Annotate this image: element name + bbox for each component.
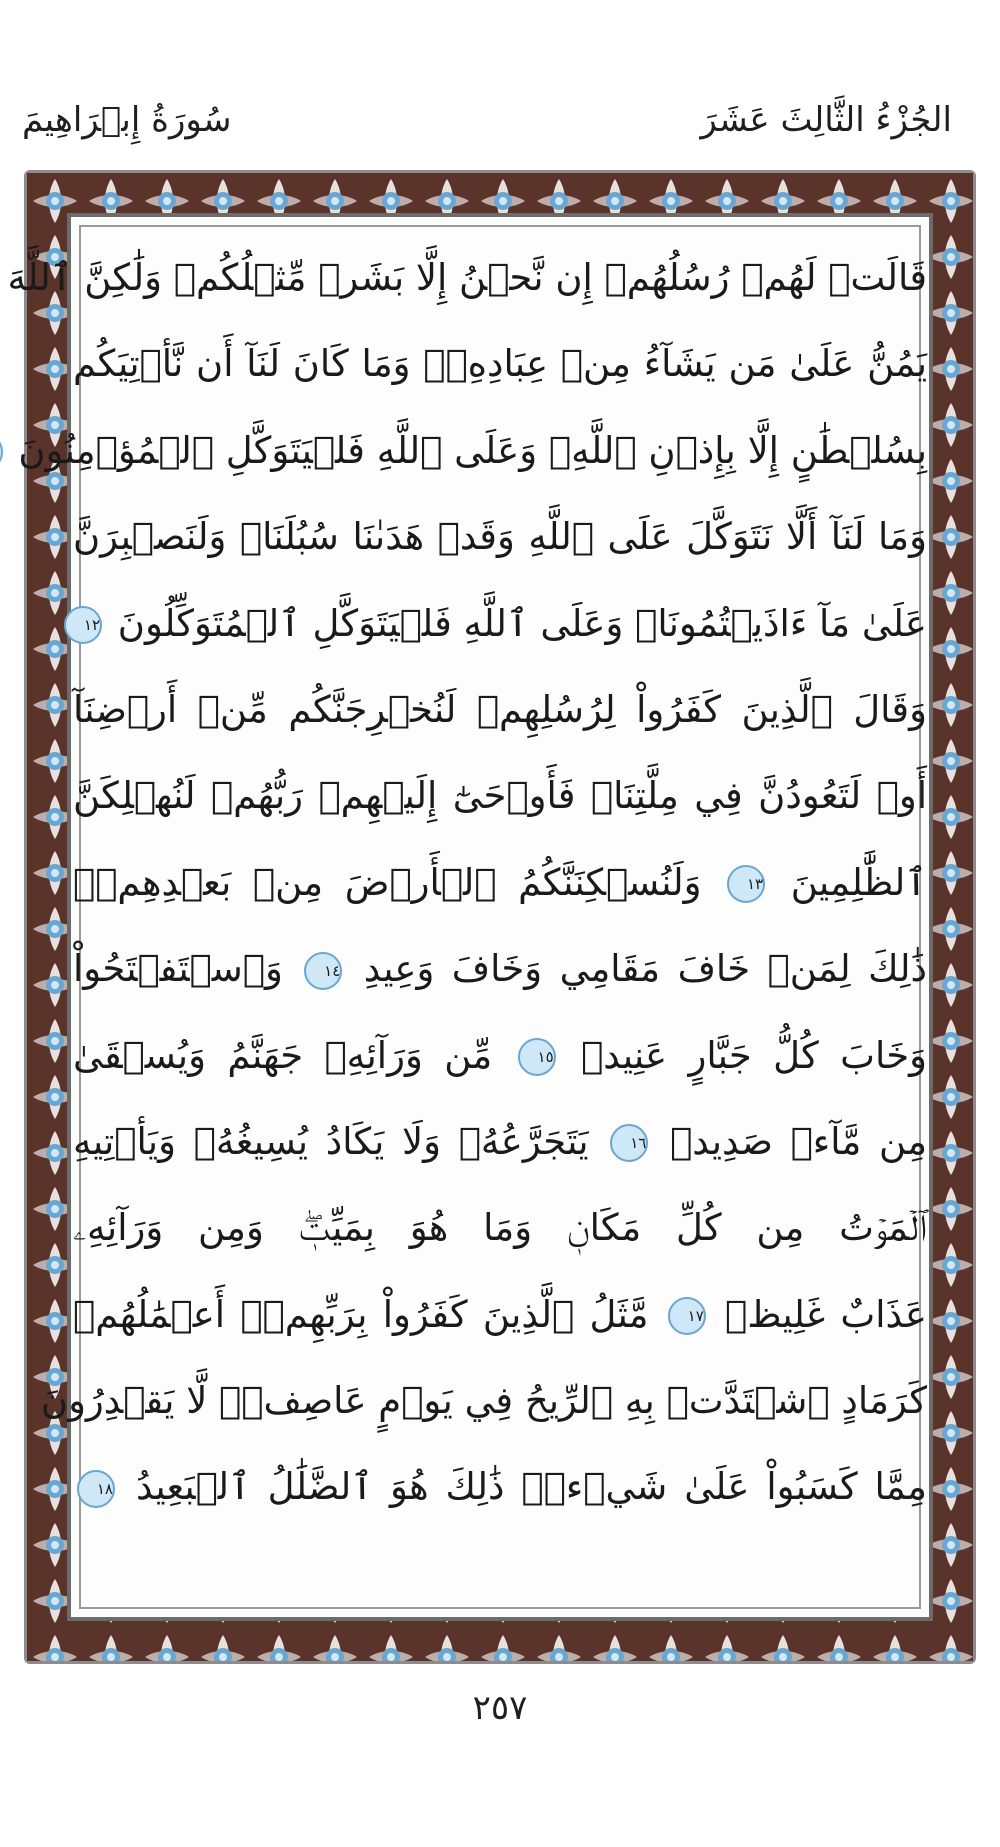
text-line (73, 1013, 927, 1099)
text-line (73, 753, 927, 839)
ayah-number-marker (0, 433, 3, 471)
ayah-number-marker: ١٨ (77, 1470, 115, 1508)
ornamental-frame (7, 170, 976, 1664)
text-line (73, 1444, 927, 1530)
text-line (73, 1099, 927, 1185)
ayah-number-marker: ١٧ (668, 1297, 706, 1335)
text-line (73, 840, 927, 926)
ayah-text: مِن مَّآءٖ صَدِيدٖ (670, 1119, 928, 1163)
ayah-number-marker: ١٢ (64, 606, 102, 644)
text-line (73, 581, 927, 667)
text-line (73, 1272, 927, 1358)
ayah-text: عَذَابٌ غَلِيظٞ (725, 1292, 927, 1336)
text-line (73, 926, 927, 1012)
ayah-text: وَٱسۡتَفۡتَحُواْ (73, 947, 283, 991)
text-line (7, 235, 927, 321)
juz-title: الجُزْءُ الثَّالِثَ عَشَرَ (700, 100, 952, 140)
ayah-number-marker: ١٥ (518, 1038, 556, 1076)
ayah-text: ذَٰلِكَ لِمَنۡ خَافَ مَقَامِي وَخَافَ وَعِيدِ (363, 947, 928, 991)
ayah-text: مِمَّا كَسَبُواْ عَلَىٰ شَيۡءٖۚ ذَٰلِكَ هُوَ ٱلضَّلَٰلُ ٱلۡبَعِيدُ (135, 1465, 927, 1509)
quran-text (7, 235, 928, 1531)
ayah-text: يَمُنُّ عَلَىٰ مَن يَشَآءُ مِنۡ عِبَادِهِۦۖ وَمَا كَانَ لَنَآ أَن نَّأۡتِيَكُم (73, 342, 927, 386)
ayah-number-marker: ١٣ (727, 865, 765, 903)
text-line (73, 667, 927, 753)
ayah-number-marker: ١٦ (610, 1124, 648, 1162)
ayah-text: أَوۡ لَتَعُودُنَّ فِي مِلَّتِنَاۖ فَأَوۡحَىٰٓ إِلَيۡهِمۡ رَبُّهُمۡ لَنُهۡلِكَنَّ (73, 774, 927, 818)
ayah-text: بِسُلۡطَٰنٍ إِلَّا بِإِذۡنِ ٱللَّهِۚ وَعَلَى ٱللَّهِ فَلۡيَتَوَكَّلِ ٱلۡمُؤۡمِنُونَ (18, 428, 927, 472)
text-line (18, 408, 927, 494)
page-number: ٢٥٧ (472, 1688, 528, 1728)
ayah-text: وَقَالَ ٱلَّذِينَ كَفَرُواْ لِرُسُلِهِمۡ لَنُخۡرِجَنَّكُم مِّنۡ أَرۡضِنَآ (73, 687, 927, 731)
ayah-text: قَالَتۡ لَهُمۡ رُسُلُهُمۡ إِن نَّحۡنُ إِلَّا بَشَرٞ مِّثۡلُكُمۡ وَلَٰكِنَّ ٱللَّهَ (7, 256, 927, 299)
ayah-text: وَخَابَ كُلُّ جَبَّارٍ عَنِيدٖ (581, 1033, 928, 1077)
text-line (73, 1185, 927, 1271)
ayah-text: وَلَنُسۡكِنَنَّكُمُ ٱلۡأَرۡضَ مِنۢ بَعۡدِهِمۡۚ (73, 860, 702, 904)
page-header (0, 0, 1000, 150)
ayah-text: عَلَىٰ مَآ ءَاذَيۡتُمُونَاۚ وَعَلَى ٱللَّهِ فَلۡيَتَوَكَّلِ ٱلۡمُتَوَكِّلُونَ (117, 601, 927, 645)
ayah-text: مِّن وَرَآئِهِۦ جَهَنَّمُ وَيُسۡقَىٰ (73, 1033, 493, 1077)
text-line (73, 321, 927, 407)
text-line (73, 494, 927, 580)
ayah-text: كَرَمَادٍ ٱشۡتَدَّتۡ بِهِ ٱلرِّيحُ فِي يَوۡمٍ عَاصِفٖۖ لَّا يَقۡدِرُونَ (40, 1379, 927, 1423)
ayah-text: ٱلظَّٰلِمِينَ (790, 860, 927, 904)
ayah-text: مَّثَلُ ٱلَّذِينَ كَفَرُواْ بِرَبِّهِمۡۖ أَعۡمَٰلُهُمۡ (73, 1292, 649, 1336)
ayah-text: ٱلۡمَوۡتُ مِن كُلِّ مَكَانٖ وَمَا هُوَ بِمَيِّتٖۖ وَمِن وَرَآئِهِۦ (73, 1206, 927, 1250)
ayah-number-marker: ١٤ (304, 952, 342, 990)
ayah-text: يَتَجَرَّعُهُۥ وَلَا يَكَادُ يُسِيغُهُۥ وَيَأۡتِيهِ (73, 1119, 589, 1163)
ayah-text: وَمَا لَنَآ أَلَّا نَتَوَكَّلَ عَلَى ٱللَّهِ وَقَدۡ هَدَىٰنَا سُبُلَنَاۚ وَلَنَصۡبِرَنَّ (73, 515, 927, 559)
text-line (40, 1358, 927, 1444)
surah-title: سُورَةُ إِبۡرَاهِيمَ (22, 100, 232, 140)
